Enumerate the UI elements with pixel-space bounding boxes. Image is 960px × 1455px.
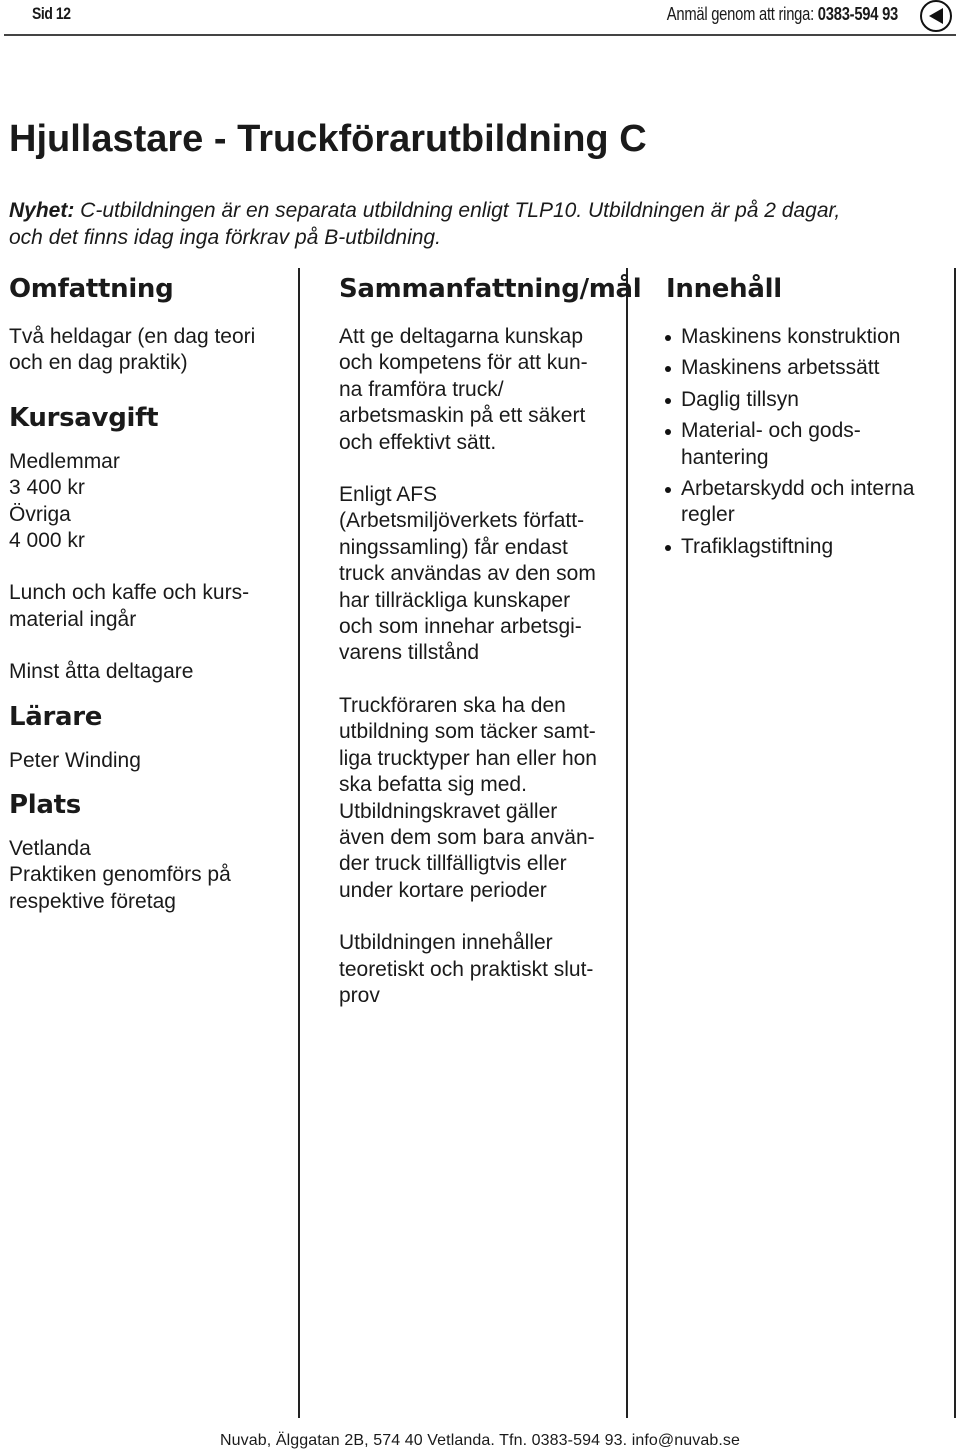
intro-text	[9, 197, 849, 251]
list-item-text: Trafiklagstiftning	[681, 534, 834, 558]
content-list	[666, 324, 956, 560]
column-sammanfattning	[339, 268, 642, 1418]
back-button[interactable]	[920, 0, 952, 32]
footer	[0, 1432, 960, 1450]
innehall-heading: Innehåll	[666, 274, 782, 304]
list-item	[666, 476, 956, 529]
intro-label: Nyhet:	[9, 199, 75, 222]
list-item-text: Material- och gods- hantering	[681, 419, 861, 469]
register-prefix: Anmäl genom att ringa:	[666, 4, 814, 24]
summary-paragraph-1: Att ge deltagarna kunskap och kompetens för att kun- na framföra truck/ arbetsmaskin på ett säkert och effektivt sätt.	[339, 325, 588, 454]
register-phone-line	[667, 4, 898, 25]
sammanfattning-heading: Sammanfattning/mål	[339, 274, 642, 304]
header-divider	[4, 34, 956, 36]
top-bar	[0, 0, 960, 34]
footer-contact: Nuvab, Älggatan 2B, 574 40 Vetlanda. Tfn. 0383-594 93. info@nuvab.se	[219, 1432, 740, 1449]
place-heading: Plats	[9, 790, 81, 821]
included-items: Lunch och kaffe och kurs- material ingår	[9, 581, 250, 631]
place-text: Vetlanda Praktiken genomförs på respektive företag	[9, 837, 231, 913]
summary-paragraph-3: Truckföraren ska ha den utbildning som täcker samt- liga trucktyper han eller hon ska befatta sig med. Utbildningskravet gäller även dem som bara använ- der truck tillfälligtvis eller under kortare perioder	[339, 693, 597, 902]
min-participants: Minst åtta deltagare	[9, 660, 194, 684]
column-omfattning	[9, 268, 294, 1418]
teacher-name: Peter Winding	[9, 748, 141, 772]
list-item-text: Daglig tillsyn	[681, 387, 799, 411]
summary-paragraph-2: Enligt AFS (Arbetsmiljöverkets författ- ningssamling) får endast truck användas av den som har tillräckliga kunskaper och som innehar arbetsgi- varens tillstånd	[339, 483, 596, 665]
register-phone[interactable]: 0383-594 93	[817, 4, 898, 24]
page-title: Hjullastare - Truckförarutbildning C	[9, 118, 647, 160]
bullet-icon	[665, 487, 671, 493]
list-item	[666, 355, 956, 381]
list-item	[666, 387, 956, 413]
fee-heading: Kursavgift	[9, 402, 159, 433]
list-item-text: Maskinens arbetssätt	[681, 356, 880, 380]
teacher-heading: Lärare	[9, 701, 103, 732]
list-item-text: Arbetarskydd och interna regler	[681, 477, 915, 527]
column-divider-1	[298, 268, 300, 1418]
bullet-icon	[665, 429, 671, 435]
page-number: Sid 12	[32, 4, 71, 23]
back-arrow-icon	[926, 6, 946, 26]
column-innehall	[666, 268, 956, 1418]
bullet-icon	[665, 545, 671, 551]
intro-body: C-utbildningen är en separata utbildning enligt TLP10. Utbildningen är på 2 dagar, och det finns idag inga förkrav på B-utbildning.	[9, 199, 841, 249]
course-duration: Två heldagar (en dag teori och en dag praktik)	[9, 325, 256, 375]
bullet-icon	[665, 335, 671, 341]
bullet-icon	[665, 398, 671, 404]
summary-paragraph-4: Utbildningen innehåller teoretiskt och praktiskt slut- prov	[339, 931, 594, 1007]
list-item-text: Maskinens konstruktion	[681, 325, 901, 348]
bullet-icon	[665, 366, 671, 372]
list-item	[666, 324, 956, 350]
course-fees: Medlemmar 3 400 kr Övriga 4 000 kr	[9, 449, 120, 553]
omfattning-heading: Omfattning	[9, 274, 174, 304]
list-item	[666, 418, 956, 471]
list-item	[666, 534, 956, 560]
